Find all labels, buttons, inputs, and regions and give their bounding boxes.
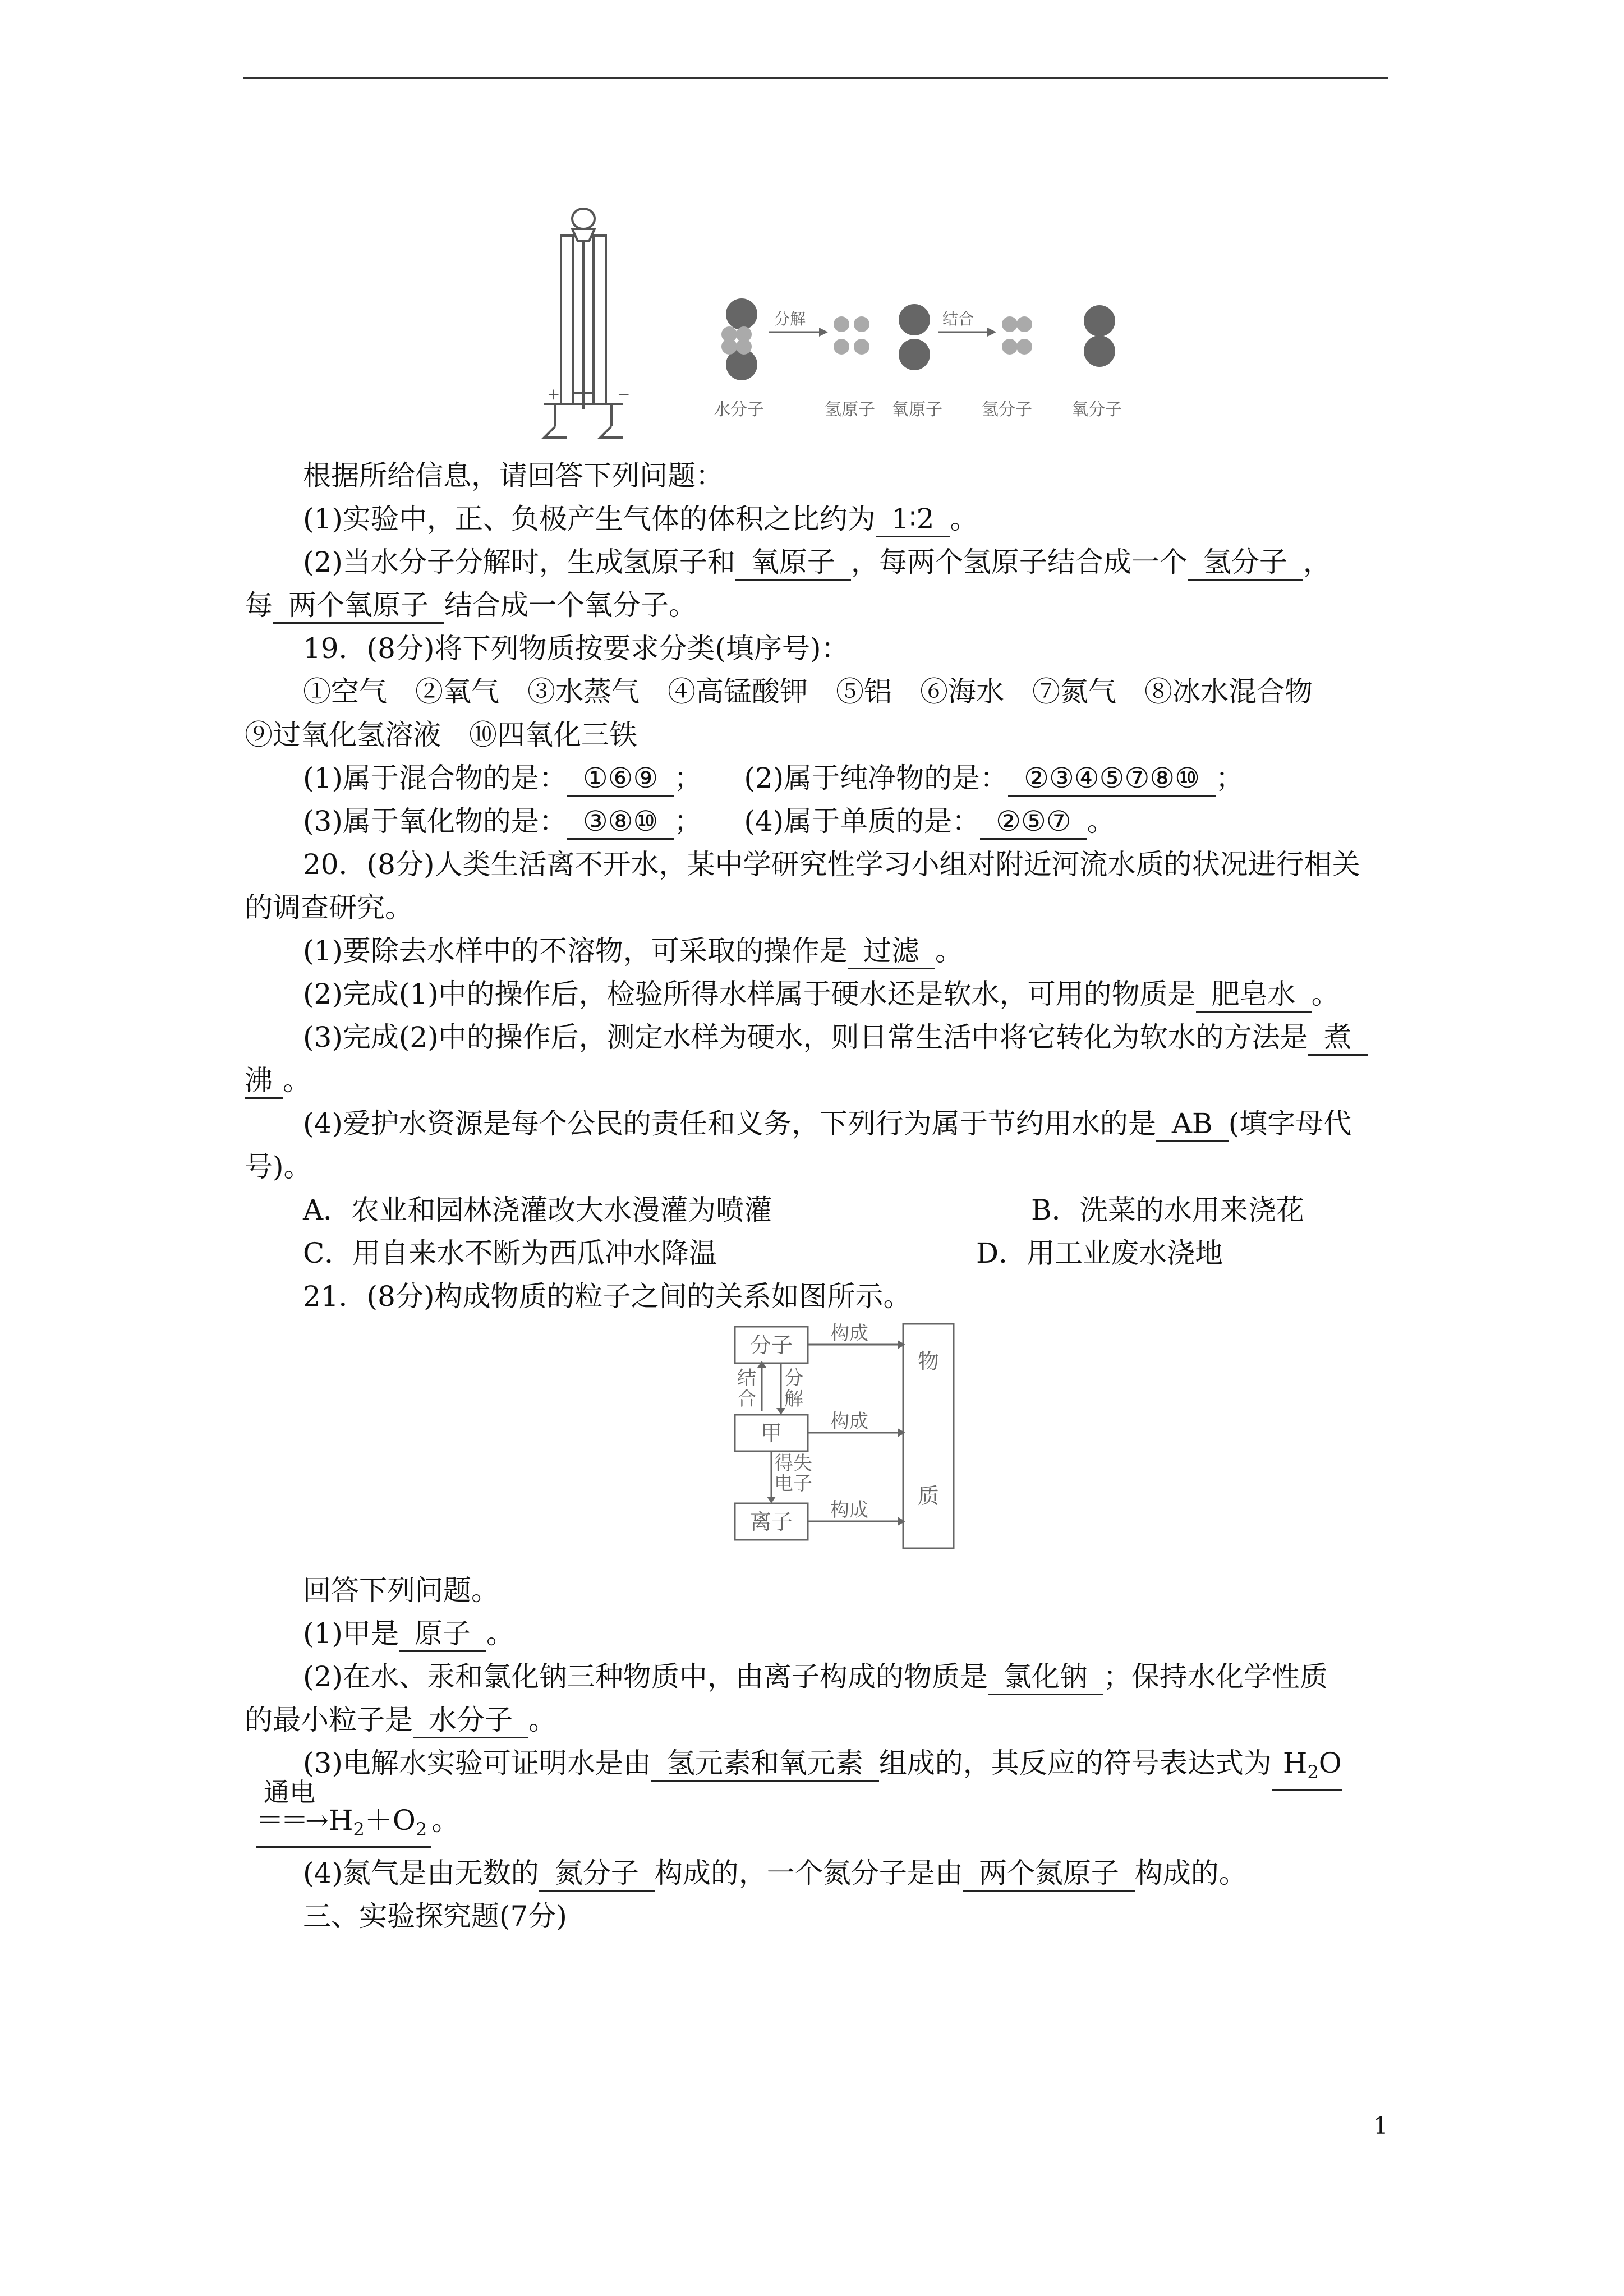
label-form-1: 构成 [830, 1322, 868, 1345]
section-3-heading: 三、实验探究题(7分) [303, 1900, 567, 1932]
q20-option-c: C．用自来水不断为西瓜冲水降温 [303, 1237, 717, 1269]
q21-part3: (3)电解水实验可证明水是由 氢元素和氧元素 组成的，其反应的符号表达式为 $H_2O$ [303, 1743, 1342, 1791]
label-form-2: 构成 [830, 1410, 868, 1433]
q21-formula-condition: 通电 [264, 1777, 315, 1807]
label-oxygen-atom: 氧原子 [892, 400, 942, 420]
label-decompose-1: 分 [784, 1367, 803, 1389]
q21-part2: (2)在水、汞和氯化钠三种物质中，由离子构成的物质是 氯化钠 ；保持水化学性质 [303, 1657, 1328, 1696]
answer-blank: $==\to H_2+O_2$ [256, 1803, 431, 1848]
q20-part3-cont: 沸 。 [245, 1061, 311, 1100]
q20-option-d: D．用工业废水浇地 [976, 1237, 1223, 1269]
answer-blank: 氮分子 [539, 1856, 655, 1892]
page-number: 1 [1373, 2112, 1388, 2139]
q19-answers-3-4: (3)属于氧化物的是： ③⑧⑩ ； (4)属于单质的是： ②⑤⑦ 。 [303, 802, 1115, 841]
q20-part2: (2)完成(1)中的操作后，检验所得水样属于硬水还是软水，可用的物质是 肥皂水 。 [303, 974, 1340, 1014]
q19-items2: ⑨过氧化氢溶液 ⑩四氧化三铁 [245, 719, 637, 751]
label-lose-2: 子 [793, 1473, 812, 1495]
plus-sign: + [547, 385, 560, 403]
q21-answer-intro: 回答下列问题。 [303, 1574, 499, 1607]
answer-blank: $H_2O$ [1272, 1746, 1342, 1791]
answer-blank: 沸 [245, 1064, 283, 1099]
q20-option-a: A．农业和园林浇灌改大水漫灌为喷灌 [303, 1194, 772, 1226]
q19-answers-1-2: (1)属于混合物的是： ①⑥⑨ ； (2)属于纯净物的是： ②③④⑤⑦⑧⑩ ； [303, 758, 1244, 798]
answer-blank: 1∶2 [876, 502, 950, 537]
answer-blank: 水分子 [413, 1703, 528, 1738]
label-hydrogen-atom: 氢原子 [825, 400, 875, 420]
minus-sign: − [617, 385, 631, 403]
answer-blank: 两个氧原子 [273, 588, 444, 624]
q20-part3: (3)完成(2)中的操作后，测定水样为硬水，则日常生活中将它转化为软水的方法是 煮 [303, 1018, 1368, 1057]
q21-part2-cont: 的最小粒子是 水分子 。 [245, 1700, 556, 1740]
answer-blank: 氢分子 [1188, 545, 1303, 581]
q18-intro: 根据所给信息，请回答下列问题： [303, 459, 724, 492]
label-form-3: 构成 [830, 1499, 868, 1521]
label-gain-2: 电 [774, 1473, 793, 1495]
hydrogen-atoms [834, 316, 869, 355]
q21-part4: (4)氮气是由无数的 氮分子 构成的，一个氮分子是由 两个氮原子 构成的。 [303, 1853, 1247, 1893]
answer-blank: 过滤 [848, 934, 935, 969]
q21-title: 21．(8分)构成物质的粒子之间的关系如图所示。 [303, 1280, 912, 1313]
label-decompose-2: 解 [784, 1388, 803, 1410]
arrow2-label: 结合 [942, 310, 974, 328]
answer-blank: 氯化钠 [988, 1660, 1103, 1695]
answer-blank: 原子 [399, 1617, 486, 1652]
answer-blank: ②③④⑤⑦⑧⑩ [1008, 761, 1216, 797]
q20-title-cont: 的调查研究。 [245, 891, 413, 924]
electrolysis-figure [533, 202, 1161, 449]
q21-part1: (1)甲是 原子 。 [303, 1614, 514, 1653]
answer-blank: 肥皂水 [1196, 977, 1312, 1013]
particle-relationship-diagram [729, 1318, 965, 1559]
answer-blank: 煮 [1308, 1020, 1368, 1056]
box-ion: 离子 [750, 1510, 793, 1534]
answer-blank: AB [1156, 1107, 1229, 1142]
q19-title: 19．(8分)将下列物质按要求分类(填序号)： [303, 632, 849, 665]
q20-option-b: B．洗菜的水用来浇花 [1031, 1194, 1304, 1226]
box-matter-1: 物 [918, 1349, 940, 1374]
answer-blank: 氧原子 [735, 545, 851, 581]
q21-formula-cont: $==\to H_2+O_2$ 。 [256, 1801, 459, 1848]
label-lose-1: 失 [793, 1452, 812, 1475]
label-gain-1: 得 [774, 1452, 793, 1475]
answer-blank: 两个氮原子 [963, 1856, 1135, 1892]
q18-part1: (1)实验中，正、负极产生气体的体积之比约为 1∶2 。 [303, 499, 978, 539]
box-matter-2: 质 [918, 1484, 940, 1508]
hydrogen-molecules [1002, 316, 1032, 355]
arrow1-label: 分解 [774, 310, 806, 328]
q18-part2-cont: 每 两个氧原子 结合成一个氧分子。 [245, 586, 697, 625]
q20-title: 20．(8分)人类生活离不开水，某中学研究性学习小组对附近河流水质的状况进行相关 [303, 848, 1360, 881]
label-hydrogen-molecule: 氢分子 [982, 400, 1032, 420]
label-combine-1: 结 [737, 1367, 756, 1389]
label-combine-2: 合 [737, 1388, 756, 1410]
q19-items1: ①空气 ②氧气 ③水蒸气 ④高锰酸钾 ⑤铝 ⑥海水 ⑦氮气 ⑧冰水混合物 [303, 675, 1313, 708]
answer-blank: 氢元素和氧元素 [651, 1746, 879, 1782]
answer-blank: ③⑧⑩ [567, 804, 674, 840]
box-molecule: 分子 [750, 1333, 793, 1358]
oxygen-atoms [899, 304, 930, 370]
q20-part4: (4)爱护水资源是每个公民的责任和义务，下列行为属于节约用水的是 AB (填字母代 [303, 1104, 1351, 1143]
oxygen-molecule [1084, 305, 1115, 367]
q20-part4-cont: 号)。 [245, 1151, 312, 1183]
answer-blank: ②⑤⑦ [980, 804, 1087, 840]
q20-part1: (1)要除去水样中的不溶物，可采取的操作是 过滤 。 [303, 931, 963, 970]
water-molecules [721, 298, 757, 380]
header-rule [243, 77, 1388, 79]
answer-blank: ①⑥⑨ [567, 761, 674, 797]
label-oxygen-molecule: 氧分子 [1071, 400, 1122, 420]
label-water-molecule: 水分子 [714, 400, 764, 420]
box-jia: 甲 [761, 1421, 783, 1446]
q18-part2: (2)当水分子分解时，生成氢原子和 氧原子 ，每两个氢原子结合成一个 氢分子 ， [303, 542, 1331, 582]
